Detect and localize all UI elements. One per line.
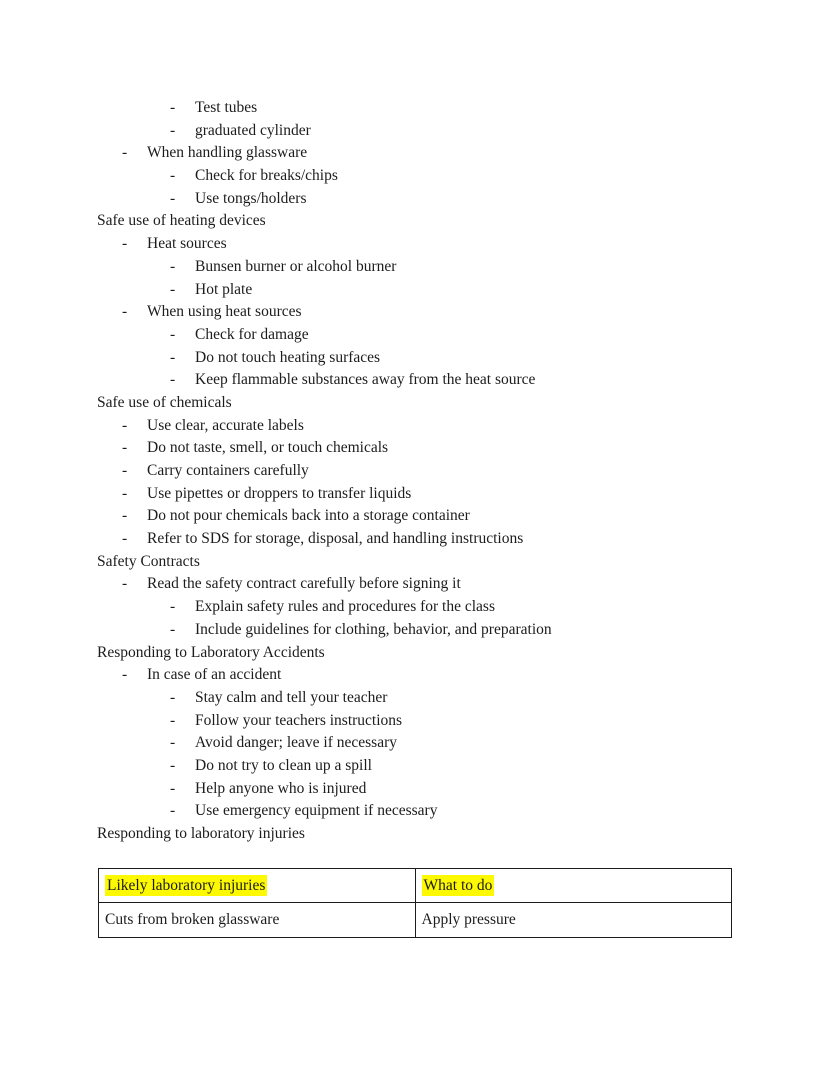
outline-item-text: Bunsen burner or alcohol burner [195, 257, 397, 275]
dash-bullet: - [170, 734, 176, 752]
dash-bullet: - [170, 189, 176, 207]
safety-outline-list [0, 97, 828, 846]
outline-item-text: In case of an accident [147, 666, 282, 684]
table-cell: Apply pressure [415, 903, 732, 938]
dash-bullet: - [170, 167, 176, 185]
outline-heading [0, 823, 828, 846]
outline-item [0, 596, 828, 619]
table-header-row [99, 869, 732, 903]
outline-item-text: Use tongs/holders [195, 189, 307, 207]
outline-item-text: Refer to SDS for storage, disposal, and handling instructions [147, 530, 524, 548]
dash-bullet: - [122, 303, 128, 321]
outline-item [0, 165, 828, 188]
outline-item-text: Test tubes [195, 99, 258, 116]
table-header-cell [99, 869, 416, 903]
dash-bullet: - [122, 439, 128, 457]
document-content [0, 97, 828, 938]
outline-item [0, 233, 828, 256]
outline-item-text: Explain safety rules and procedures for the class [195, 598, 495, 616]
dash-bullet: - [122, 666, 128, 684]
dash-bullet: - [170, 99, 176, 116]
dash-bullet: - [122, 235, 128, 253]
outline-heading [0, 392, 828, 415]
table-header-cell [415, 869, 732, 903]
outline-item [0, 437, 828, 460]
outline-item-text: Responding to Laboratory Accidents [97, 643, 325, 661]
outline-item [0, 755, 828, 778]
outline-item-text: Do not taste, smell, or touch chemicals [147, 439, 389, 457]
outline-item-text: Check for damage [195, 325, 309, 343]
outline-item-text: Do not touch heating surfaces [195, 348, 381, 366]
blank-line [0, 846, 828, 869]
outline-item [0, 800, 828, 823]
outline-item-text: Safety Contracts [97, 552, 200, 570]
dash-bullet: - [122, 144, 128, 162]
dash-bullet: - [170, 688, 176, 706]
outline-item-text: Use emergency equipment if necessary [195, 802, 438, 820]
dash-bullet: - [170, 121, 176, 139]
highlighted-header-text: Likely laboratory injuries [107, 876, 266, 894]
outline-item-text: Keep flammable substances away from the heat source [195, 371, 536, 389]
outline-item-text: Avoid danger; leave if necessary [195, 734, 397, 752]
dash-bullet: - [170, 756, 176, 774]
outline-item [0, 415, 828, 438]
outline-item [0, 460, 828, 483]
outline-item-text: Safe use of heating devices [97, 212, 266, 230]
dash-bullet: - [122, 507, 128, 525]
dash-bullet: - [122, 484, 128, 502]
outline-item [0, 256, 828, 279]
outline-item [0, 573, 828, 596]
outline-item [0, 732, 828, 755]
outline-item-text: Use clear, accurate labels [147, 416, 304, 434]
outline-item-text: Responding to laboratory injuries [97, 825, 305, 842]
outline-item-text: Do not try to clean up a spill [195, 756, 372, 774]
outline-item [0, 142, 828, 165]
outline-item [0, 664, 828, 687]
dash-bullet: - [170, 371, 176, 389]
highlighted-header-text: What to do [423, 876, 493, 894]
outline-item-text: Use pipettes or droppers to transfer liquids [147, 484, 412, 502]
outline-item [0, 301, 828, 324]
dash-bullet: - [170, 325, 176, 343]
outline-item-text: When handling glassware [147, 144, 308, 162]
outline-item [0, 528, 828, 551]
outline-item [0, 710, 828, 733]
dash-bullet: - [170, 802, 176, 820]
table-cell: Cuts from broken glassware [99, 903, 416, 938]
outline-item-text: Carry containers carefully [147, 462, 309, 479]
dash-bullet: - [170, 348, 176, 366]
dash-bullet: - [170, 598, 176, 616]
outline-item [0, 347, 828, 370]
dash-bullet: - [170, 620, 176, 638]
outline-item-text: Help anyone who is injured [195, 779, 367, 797]
dash-bullet: - [170, 257, 176, 275]
outline-item [0, 369, 828, 392]
dash-bullet: - [122, 530, 128, 548]
outline-item [0, 188, 828, 211]
outline-item-text: When using heat sources [147, 303, 302, 321]
outline-item [0, 778, 828, 801]
outline-item [0, 97, 828, 120]
outline-item-text: Read the safety contract carefully before signing it [147, 575, 461, 593]
outline-item-text: Include guidelines for clothing, behavior, and preparation [195, 620, 552, 638]
dash-bullet: - [122, 575, 128, 593]
outline-item [0, 687, 828, 710]
table-row [99, 903, 732, 938]
dash-bullet: - [170, 280, 176, 298]
outline-item-text: Hot plate [195, 280, 253, 298]
injury-response-table [98, 868, 732, 938]
outline-heading [0, 210, 828, 233]
dash-bullet: - [122, 462, 128, 479]
outline-item-text: graduated cylinder [195, 121, 311, 139]
dash-bullet: - [170, 711, 176, 729]
outline-item-text: Heat sources [147, 235, 227, 253]
outline-item-text: Follow your teachers instructions [195, 711, 403, 729]
outline-item-text: Safe use of chemicals [97, 393, 232, 411]
outline-heading [0, 551, 828, 574]
outline-item [0, 619, 828, 642]
outline-heading [0, 642, 828, 665]
outline-item-text: Stay calm and tell your teacher [195, 688, 388, 706]
outline-item-text: Do not pour chemicals back into a storage container [147, 507, 470, 525]
dash-bullet: - [122, 416, 128, 434]
outline-item [0, 120, 828, 143]
outline-item [0, 324, 828, 347]
outline-item [0, 483, 828, 506]
outline-item-text: Check for breaks/chips [195, 167, 338, 185]
dash-bullet: - [170, 779, 176, 797]
outline-item [0, 279, 828, 302]
outline-item [0, 505, 828, 528]
